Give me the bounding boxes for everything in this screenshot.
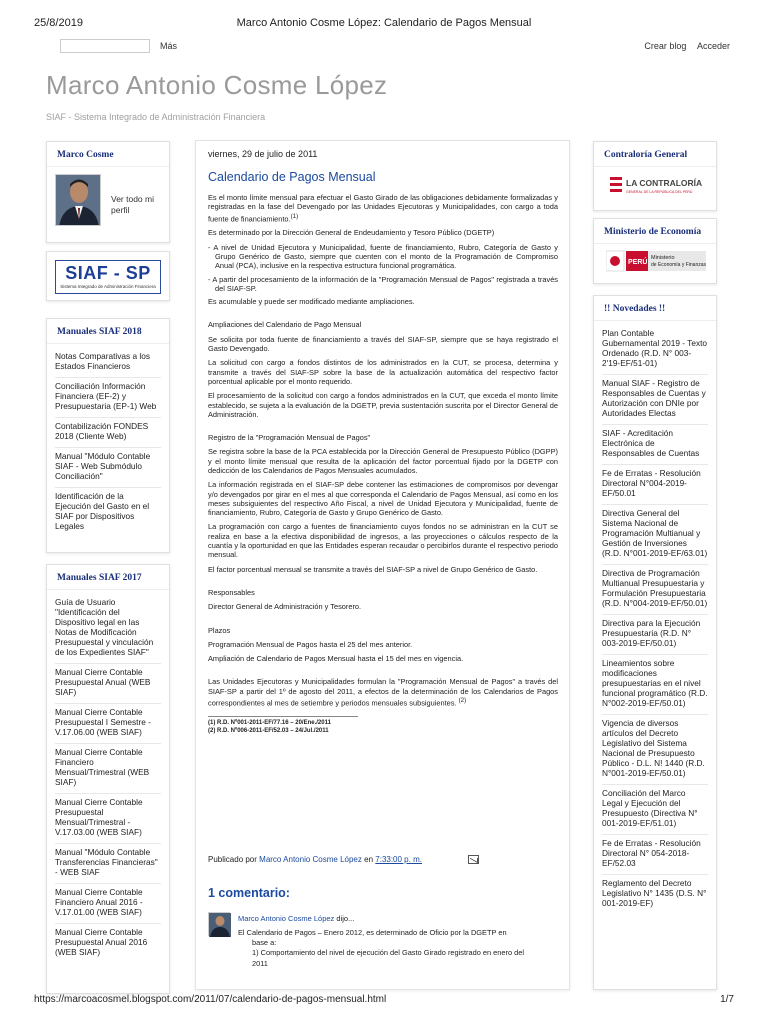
list-item[interactable]: Manual Cierre Contable Presupuestal Anual (WEB SIAF) [55, 664, 161, 704]
list-item[interactable]: Plan Contable Gubernamental 2019 - Texto Ordenado (R.D. N° 003-2'19-EF/51-01) [602, 325, 708, 375]
comment-author-link[interactable]: Marco Antonio Cosme López [238, 914, 335, 923]
siaf-logo-text: SIAF - SP [65, 263, 151, 283]
main-post-panel [195, 140, 570, 990]
post-paragraph: Director General de Administración y Tesorero. [208, 602, 362, 612]
list-item[interactable]: Lineamientos sobre modificaciones presupuestarias en el nivel funcional programático (R.D. N°002-2019-EF/50.01) [602, 655, 708, 715]
section-heading: Responsables [208, 587, 255, 597]
post-body [208, 193, 558, 735]
manuales-2017-widget [46, 564, 170, 994]
list-item[interactable]: Fe de Erratas - Resolución Directoral N°004-2019-EF/50.01 [602, 465, 708, 505]
manuales-2018-title: Manuales SIAF 2018 [47, 319, 169, 344]
comment-body: El Calendario de Pagos – Enero 2012, es determinado de Oficio por la DGETP en base a: 1) Comportamiento del nivel de ejecución del Gasto Girado registrado en enero del 2011 [238, 928, 524, 968]
post-byline: Publicado por Marco Antonio Cosme López en 7:33:00 p. m. [208, 855, 422, 864]
siaf-logo-subtitle: Sistema Integrado de Administración Financiera [60, 284, 156, 289]
email-post-icon[interactable] [468, 855, 479, 864]
profile-widget-title: Marco Cosme [47, 142, 169, 167]
post-time-link[interactable]: 7:33:00 p. m. [375, 855, 422, 864]
siaf-sp-logo[interactable] [55, 260, 161, 294]
peru-text: PERÚ [628, 259, 648, 266]
list-item[interactable]: Manual Cierre Contable Financiero Mensual/Trimestral (WEB SIAF) [55, 744, 161, 794]
list-item[interactable]: Manual "Módulo Contable SIAF - Web Submódulo Conciliación" [55, 448, 161, 488]
ministerio-line1: Ministerio [651, 255, 675, 261]
footnote: (2) R.D. Nº006-2011-EF/52.03 – 24/Jul./2011 [208, 727, 329, 734]
ministerio-title: Ministerio de Economía [594, 219, 716, 244]
post-paragraph: Se solicita por toda fuente de financiamiento a través del SIAF-SP, siempre que se haya registrado el Gasto Devengado. [208, 334, 558, 354]
list-item[interactable]: Conciliación Información Financiera (EF-2) y Presupuestaria (EP-1) Web [55, 378, 161, 418]
footnotes [208, 716, 358, 735]
post-date: viernes, 29 de julio de 2011 [208, 149, 318, 159]
post-bullet-list [208, 243, 558, 293]
post-paragraph: Las Unidades Ejecutoras y Municipalidades formulan la "Programación Mensual de Pagos" a través del SIAF-SP a partir del 1º de agosto del 2011, a efectos de la determinación de los Calendarios de Pagos correspondientes al mes de setiembre y periodos mensuales subsiguientes. $^{(2)}$ [208, 677, 558, 708]
list-item[interactable]: Reglamento del Decreto Legislativo N° 1435 (D.S. N° 001-2019-EF) [602, 878, 707, 908]
blog-description: SIAF - Sistema Integrado de Administración Financiera [46, 112, 266, 122]
contraloria-widget [593, 141, 717, 211]
list-item[interactable]: Guía de Usuario "Identificación del Dispositivo legal en las Notas de Modificación Presupuestal y vinculación de los Expedientes SIAF" [55, 594, 161, 664]
create-blog-link[interactable]: Crear blog [644, 41, 687, 51]
post-paragraph: Es determinado por la Dirección General de Endeudamiento y Tesoro Público (DGETP) [208, 228, 495, 238]
blog-header [46, 70, 387, 122]
post-paragraph: El procesamiento de la solicitud con cargo a fondos administrados en la CUT, que exceda el monto límite establecido, se sujeta a la evaluación de la DGETP, previa sustentación suscrita por el Director General de Administración. [208, 391, 558, 419]
list-item[interactable]: Manual "Módulo Contable Transferencias Financieras" - WEB SIAF [55, 844, 161, 884]
manuales-2018-list [47, 344, 169, 537]
post-bullet: - A nivel de Unidad Ejecutora y Municipalidad, fuente de financiamiento, Rubro, Categoría de Gasto y Grupo Genérico de Gasto, siempre que cuenten con el monto de la Programación de Compromiso Anual (PCA), inclusive en la respectiva estructura funcional programática. [208, 242, 558, 271]
avatar[interactable] [208, 912, 230, 936]
manuales-2018-widget [46, 318, 170, 553]
novedades-title: !! Novedades !! [594, 296, 716, 321]
siaf-logo-widget [46, 251, 170, 301]
ministerio-line2: de Economía y Finanzas [651, 262, 706, 268]
post-bullet: - A partir del procesamiento de la información de la "Programación Mensual de Pagos" registrada a través del SIAF-SP. [208, 274, 558, 293]
view-profile-link[interactable]: Ver todo mi perfil [111, 194, 154, 215]
print-page-number: 1/7 [720, 994, 734, 1005]
list-item[interactable]: Manual Cierre Contable Presupuestal Mensual/Trimestral - V.17.03.00 (WEB SIAF) [55, 794, 161, 844]
list-item[interactable]: Manual Cierre Contable Presupuestal Anual 2016 (WEB SIAF) [55, 927, 148, 957]
list-item[interactable]: Directiva de Programación Multianual Presupuestaria y Formulación Presupuestaria (R.D. N°004-2019-EF/50.01) [602, 565, 708, 615]
more-link[interactable]: Más [160, 41, 178, 51]
post-paragraph: La solicitud con cargo a fondos distintos de los administrados en la CUT, se procesa, determina y transmite a través del SIAF-SP sobre la base de la actualización automática del respectivo factor porcentual aplicable por el monto requerido. [208, 358, 558, 386]
section-heading: Registro de la "Programación Mensual de Pagos" [208, 433, 371, 443]
navbar-right [636, 41, 730, 51]
comment-author-line: Marco Antonio Cosme López dijo... [238, 914, 355, 923]
section-heading: Plazos [208, 625, 231, 635]
navbar-search-input[interactable] [60, 39, 150, 53]
list-item[interactable]: Manual SIAF - Registro de Responsables de Cuentas y Autorización con DNIe por Autoridades Electas [602, 375, 708, 425]
contraloria-logo-text: LA CONTRALORÍA [626, 178, 703, 188]
manuales-2017-title: Manuales SIAF 2017 [47, 565, 169, 590]
novedades-list [594, 321, 716, 914]
contraloria-title: Contraloría General [594, 142, 716, 167]
list-item[interactable]: Directiva para la Ejecución Presupuestaria (R.D. N° 003-2019-EF/50.01) [602, 615, 708, 655]
list-item[interactable]: Directiva General del Sistema Nacional de Programación Multianual y Gestión de Inversiones (R.D. N°001-2019-EF/63.01) [602, 505, 708, 565]
profile-widget [46, 141, 170, 243]
post-paragraph: El factor porcentual mensual se transmite a través del SIAF-SP a nivel de Grupo Genérico de Gasto. [208, 564, 538, 574]
mef-logo[interactable] [606, 249, 706, 275]
comments-title: 1 comentario: [208, 886, 290, 900]
list-item[interactable]: Notas Comparativas a los Estados Financieros [55, 348, 161, 378]
post-paragraph: Es el monto límite mensual para efectuar el Gasto Girado de las obligaciones debidamente formalizadas y registradas en la fase del Devengado por las Unidades Ejecutoras y Municipalidades, con cargo a toda fuente de financiamiento.$^{(1)}$ [208, 193, 558, 224]
print-header [0, 0, 768, 34]
blog-title[interactable]: Marco Antonio Cosme López [46, 70, 388, 100]
post-paragraph: La programación con cargo a fuentes de financiamiento cuyos fondos no se administran en la CUT se realiza en base a la efectiva disponibilidad de ingresos, a las proyecciones o cálculos respecto de la cuantía y la oportunidad en que las Entidades esperan recaudar o percibirlos durante el respectivo periodo mensual. [208, 522, 558, 560]
sign-in-link[interactable]: Acceder [696, 41, 730, 51]
list-item[interactable]: Conciliación del Marco Legal y Ejecución del Presupuesto (Directiva N° 001-2019-EF/51.01) [602, 785, 708, 835]
post-paragraph: Ampliación de Calendario de Pagos Mensual hasta el 15 del mes en vigencia. [208, 654, 464, 664]
footnote: (1) R.D. Nº001-2011-EF/77.16 – 20/Ene./2011 [208, 719, 331, 726]
contraloria-logo-subtext: GENERAL DE LA REPÚBLICA DEL PERÚ [626, 190, 693, 194]
ministerio-widget [593, 218, 717, 284]
list-item[interactable]: Manual Cierre Contable Financiero Anual 2016 - V.17.01.00 (WEB SIAF) [55, 884, 161, 924]
list-item[interactable]: Manual Cierre Contable Presupuestal I Semestre - V.17.06.00 (WEB SIAF) [55, 704, 161, 744]
list-item[interactable]: Identificación de la Ejecución del Gasto en el SIAF por Dispositivos Legales [55, 491, 150, 531]
print-title: Marco Antonio Cosme López: Calendario de Pagos Mensual [236, 17, 532, 29]
post-paragraph: Programación Mensual de Pagos hasta el 25 del mes anterior. [208, 639, 413, 649]
print-url: https://marcoacosmel.blogspot.com/2011/07/calendario-de-pagos-mensual.html [34, 994, 387, 1005]
contraloria-logo[interactable] [610, 175, 705, 197]
post-title[interactable]: Calendario de Pagos Mensual [208, 170, 376, 184]
post-paragraph: Es acumulable y puede ser modificado mediante ampliaciones. [208, 297, 415, 307]
print-date: 25/8/2019 [34, 17, 83, 29]
post-paragraph: Se registra sobre la base de la PCA establecida por la Dirección General de Presupuesto Público (DGPP) y el monto límite mensual que resulta de la aplicación del factor porcentual fijado por la DGETP con dedicción de los Calendarios de Pagos Mensuales acumulados. [208, 447, 558, 475]
post-paragraph: La información registrada en el SIAF-SP debe contener las estimaciones de compromisos por devengar y/o devengados por girar en el mes al que corresponda el Calendario de Pagos Mensual, así como en los meses subsiguientes del respectivo Año Fiscal, a nivel de Unidad Ejecutora y Municipalidad, fuente de financiamiento, Rubro, Categoría de Gasto y Grupo Genérico de Gasto. [208, 480, 558, 518]
manuales-2017-list [47, 590, 169, 963]
author-link[interactable]: Marco Antonio Cosme López [259, 855, 362, 864]
list-item[interactable]: Contabilización FONDES 2018 (Cliente Web) [55, 418, 161, 448]
novedades-widget [593, 295, 717, 990]
section-heading: Ampliaciones del Calendario de Pago Mensual [208, 320, 362, 330]
print-footer [34, 994, 734, 1005]
blogger-navbar [50, 38, 730, 56]
list-item[interactable]: Fe de Erratas - Resolución Directoral N° 054-2018-EF/52.03 [602, 835, 708, 875]
list-item[interactable]: SIAF - Acreditación Electrónica de Responsables de Cuentas [602, 425, 708, 465]
list-item[interactable]: Vigencia de diversos artículos del Decreto Legislativo del Sistema Nacional de Presupuesto Público - D.L. N! 1440 (R.D. N°001-2019-EF/50.01) [602, 715, 708, 785]
profile-photo[interactable] [55, 174, 101, 226]
